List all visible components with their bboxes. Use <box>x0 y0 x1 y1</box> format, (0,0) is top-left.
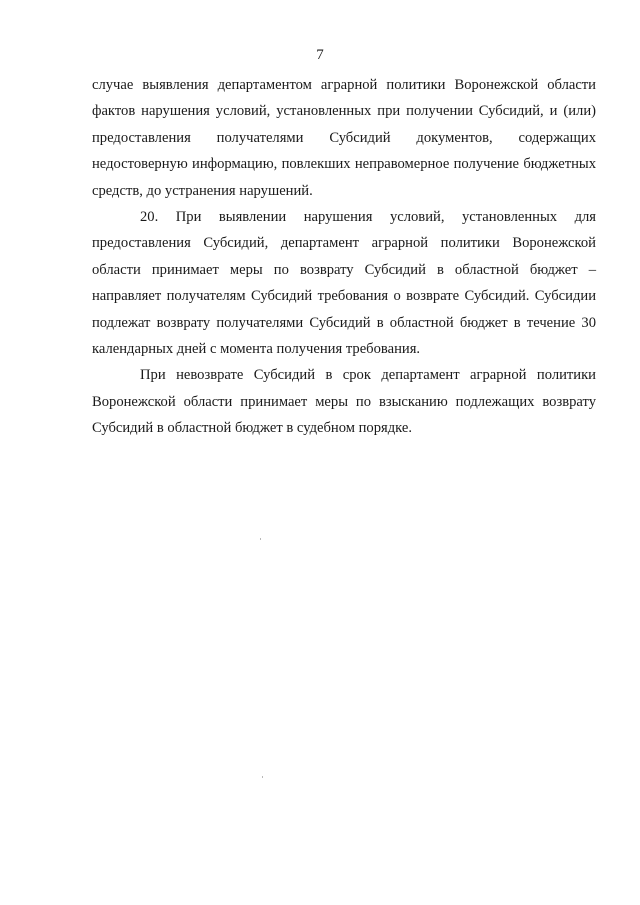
page-number: 7 <box>316 47 324 63</box>
paragraph-continuation: случае выявления департаментом аграрной политики Воронежской области фактов нарушения условий, установленных при получении Субсидий, и (или) предоставления получателями Субсидий документов, содержащих недостоверную информацию, повлекших неправомерное получение бюджетных средств, до устранения нарушений. <box>92 77 596 199</box>
paragraph-item-20: 20. При выявлении нарушения условий, установленных для предоставления Субсидий, департамент аграрной политики Воронежской области принимает меры по возврату Субсидий в областной бюджет – направляет получателям Субсидий требования о возврате Субсидий. Субсидии подлежат возврату получателями Субсидий в областной бюджет в течение 30 календарных дней с момента получения требования. <box>92 209 596 358</box>
paragraph-non-return: При невозврате Субсидий в срок департамент аграрной политики Воронежской области принимает меры по взысканию подлежащих возврату Субсидий в областной бюджет в судебном порядке. <box>92 367 596 437</box>
scan-speck <box>260 538 261 540</box>
document-body <box>92 72 596 442</box>
scan-speck <box>262 776 263 778</box>
